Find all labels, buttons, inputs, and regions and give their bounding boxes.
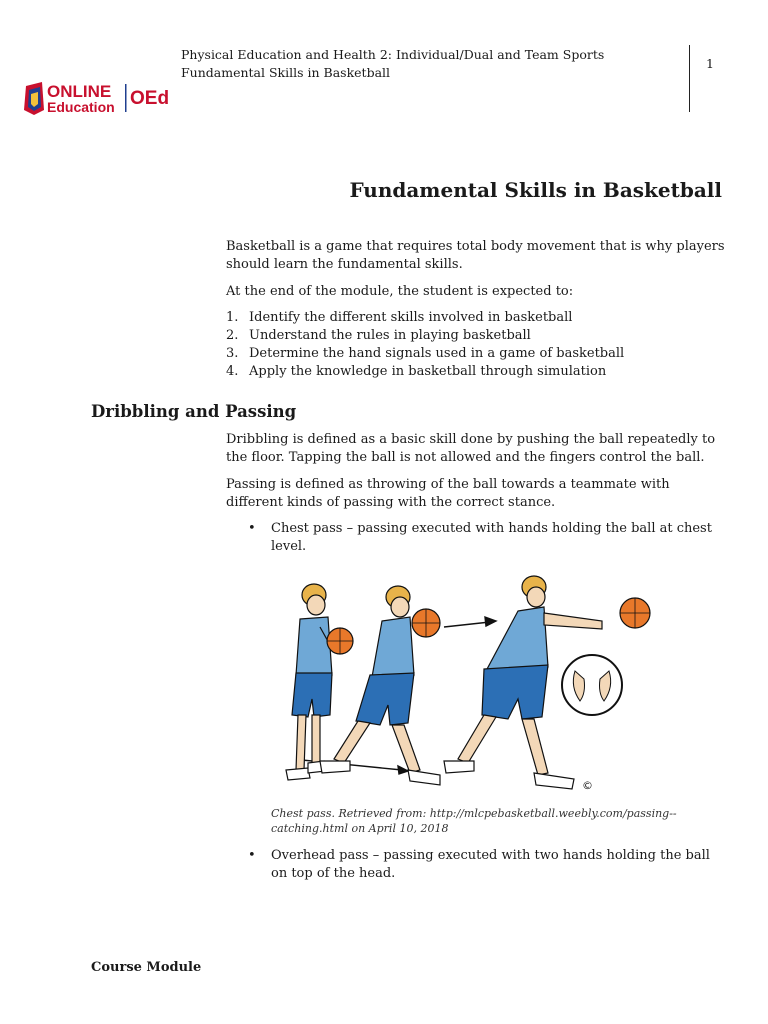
- list-text: Understand the rules in playing basketball: [249, 328, 531, 343]
- copyright-mark: ©: [582, 779, 593, 792]
- header-divider: [689, 45, 690, 112]
- page-number: 1: [706, 56, 714, 71]
- logo-text-online: ONLINE: [47, 82, 112, 101]
- figure-caption: Chest pass. Retrieved from: http://mlcpebasketball.weebly.com/passing--catching.html on April 10, 2018: [271, 807, 677, 835]
- bullet-text: Chest pass – passing executed with hands holding the ball at chest level.: [271, 521, 712, 554]
- bullet-symbol: •: [248, 848, 256, 863]
- list-item: [226, 345, 624, 363]
- list-number: 2.: [226, 328, 239, 343]
- dribbling-paragraph: Dribbling is defined as a basic skill done by pushing the ball repeatedly to the floor. Tapping the ball is not allowed and the fingers control the ball.: [226, 432, 716, 465]
- list-text: Apply the knowledge in basketball through simulation: [249, 364, 607, 379]
- list-number: 1.: [226, 310, 239, 325]
- footer-label: Course Module: [91, 960, 202, 975]
- shield-icon: [24, 82, 44, 115]
- header-module-title: Fundamental Skills in Basketball: [181, 65, 391, 80]
- bullet-chest-pass: [248, 520, 718, 556]
- page-title: Fundamental Skills in Basketball: [349, 178, 722, 202]
- list-text: Identify the different skills involved in basketball: [249, 310, 573, 325]
- hand-detail-inset: [562, 655, 622, 715]
- chest-pass-illustration: [272, 575, 657, 800]
- list-item: [226, 363, 624, 381]
- list-item: [226, 327, 624, 345]
- objectives-lead: At the end of the module, the student is expected to:: [226, 284, 574, 299]
- player-figure-1: [286, 584, 338, 780]
- section-heading: Dribbling and Passing: [91, 402, 297, 421]
- intro-paragraph: Basketball is a game that requires total body movement that is why players should learn the fundamental skills.: [226, 239, 725, 272]
- online-education-logo: [24, 80, 174, 116]
- logo-abbrev: OEd: [130, 88, 170, 109]
- bullet-overhead-pass: [248, 847, 718, 883]
- list-number: 3.: [226, 346, 239, 361]
- bullet-text: Overhead pass – passing executed with two hands holding the ball on top of the head.: [271, 848, 710, 881]
- list-text: Determine the hand signals used in a game of basketball: [249, 346, 625, 361]
- list-item: [226, 309, 624, 327]
- logo-text-education: Education: [47, 99, 115, 115]
- list-number: 4.: [226, 364, 239, 379]
- objectives-list: [226, 309, 624, 381]
- bullet-symbol: •: [248, 521, 256, 536]
- header-course-title: Physical Education and Health 2: Individual/Dual and Team Sports: [181, 47, 605, 62]
- passing-paragraph: Passing is defined as throwing of the ball towards a teammate with different kinds of passing with the correct stance.: [226, 477, 670, 510]
